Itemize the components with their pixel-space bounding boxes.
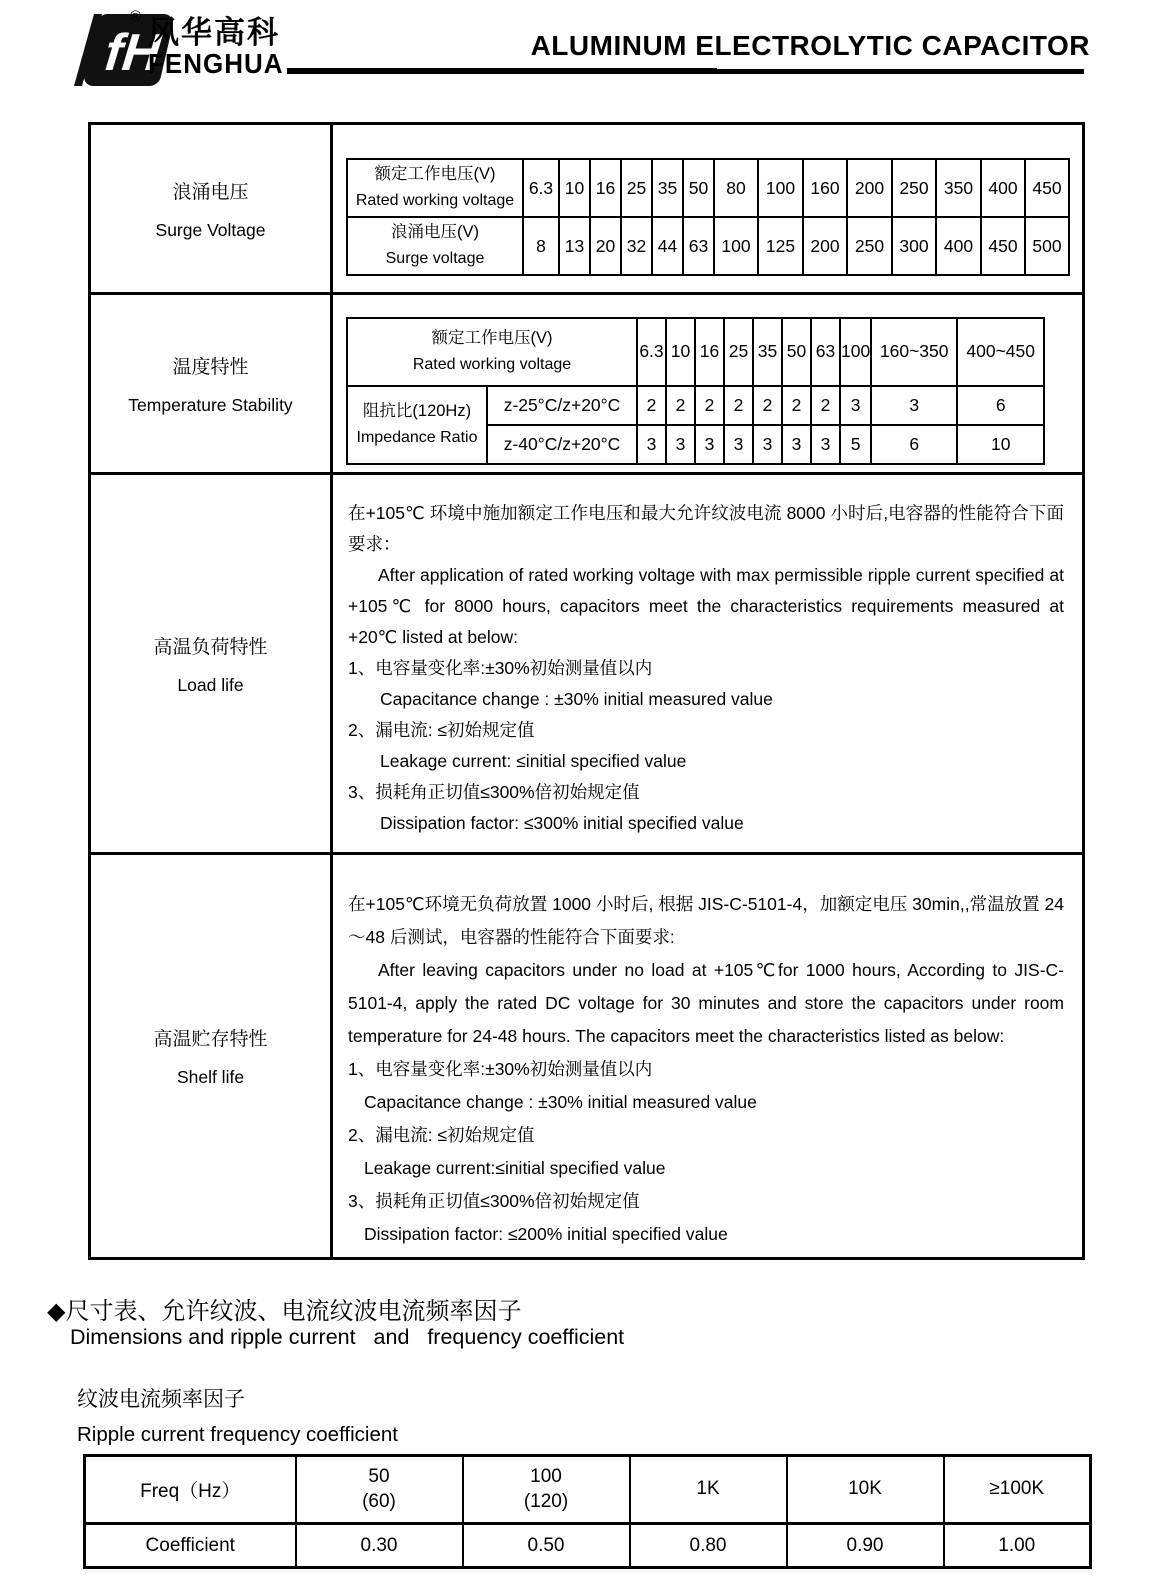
coefficient-label: Coefficient (85, 1524, 296, 1568)
page-title: ALUMINUM ELECTROLYTIC CAPACITOR (530, 30, 1090, 61)
rated-voltage-cell: 160 (803, 159, 847, 217)
impedance-value-cell: 2 (753, 386, 782, 425)
rated-voltage-cell: 250 (892, 159, 936, 217)
spec-item-cn: 1、电容量变化率:±30%初始测量值以内 (348, 1058, 653, 1079)
row-label-en: Load life (177, 674, 244, 695)
impedance-value-cell: 3 (724, 425, 753, 464)
surge-voltage-cell: 32 (621, 217, 652, 275)
rated-voltage-cell: 400 (981, 159, 1025, 217)
temp-voltage-col: 10 (666, 318, 695, 386)
freq-table-wrap (83, 1454, 1092, 1569)
rated-voltage-cell: 25 (621, 159, 652, 217)
surge-voltage-table (346, 158, 1070, 276)
subsection-heading-en: Ripple current frequency coefficient (77, 1423, 398, 1446)
surge-table-header (347, 159, 523, 217)
section-heading-en: Dimensions and ripple current and frequency coefficient (70, 1325, 625, 1349)
coefficient-value-cell: 0.30 (296, 1524, 463, 1568)
impedance-value-cell: 2 (811, 386, 840, 425)
condition-z-minus-40: z-40°C/z+20°C (487, 425, 637, 464)
load-life-text (332, 474, 1084, 854)
header-en: Surge voltage (385, 250, 485, 268)
rated-voltage-cell: 80 (714, 159, 758, 217)
surge-voltage-cell: 44 (652, 217, 683, 275)
spec-item-en: Dissipation factor: ≤300% initial specified value (380, 812, 744, 833)
temp-voltage-col: 100 (840, 318, 871, 386)
coefficient-value-cell: 1.00 (944, 1524, 1091, 1568)
rated-voltage-cell: 100 (758, 159, 803, 217)
impedance-value-cell: 6 (957, 386, 1044, 425)
impedance-value-cell: 2 (666, 386, 695, 425)
impedance-value-cell: 2 (724, 386, 753, 425)
spec-item-en: Capacitance change : ±30% initial measured value (380, 688, 773, 709)
shelf-life-items (348, 1053, 1064, 1251)
temp-voltage-col: 16 (695, 318, 724, 386)
temp-voltage-col: 160~350 (871, 318, 957, 386)
condition-z-minus-25: z-25°C/z+20°C (487, 386, 637, 425)
brand-name-cn: 风华高科 (148, 15, 280, 50)
load-life-intro-en: After application of rated working voltage with max permissible ripple current specified at +105℃ for 8000 hours, capacitors meet the characteristics requirements measured at +20℃ listed at below: (348, 564, 1064, 647)
impedance-value-cell: 2 (637, 386, 666, 425)
temp-voltage-col: 400~450 (957, 318, 1044, 386)
row-label-surge-voltage (90, 124, 332, 294)
impedance-value-cell: 3 (840, 386, 871, 425)
rated-voltage-cell: 6.3 (523, 159, 559, 217)
row-label-load-life (90, 474, 332, 854)
spec-item-en: Dissipation factor: ≤200% initial specified value (364, 1223, 728, 1244)
temperature-content (332, 294, 1084, 474)
header-cn: 额定工作电压(V) (374, 165, 496, 184)
impedance-value-cell: 3 (695, 425, 724, 464)
shelf-life-intro-en: After leaving capacitors under no load at +105℃for 1000 hours, According to JIS-C-5101-4, apply the rated DC voltage for 30 minutes and store the capacitors under room temperature for 24-48 hours. The capacitors meet the characteristics listed as below: (348, 959, 1064, 1046)
impedance-value-cell: 3 (811, 425, 840, 464)
row-label-cn: 高温负荷特性 (153, 636, 268, 658)
spec-item-cn: 2、漏电流: ≤初始规定值 (348, 1124, 535, 1145)
row-label-temperature-stability (90, 294, 332, 474)
impedance-value-cell: 5 (840, 425, 871, 464)
spec-item-en: Leakage current:≤initial specified value (364, 1157, 666, 1178)
section-heading-cn: ◆尺寸表、允许纹波、电流纹波电流频率因子 (47, 1298, 522, 1325)
label-en: Impedance Ratio (356, 428, 478, 446)
surge-table-row2-header (347, 217, 523, 275)
row-label-shelf-life (90, 854, 332, 1259)
coefficient-value-cell: 0.90 (787, 1524, 944, 1568)
surge-voltage-cell: 200 (803, 217, 847, 275)
row-label-cn: 浪涌电压 (172, 181, 249, 203)
freq-column-header: 1K (630, 1456, 787, 1524)
surge-voltage-cell: 300 (892, 217, 936, 275)
surge-voltage-cell: 100 (714, 217, 758, 275)
shelf-life-intro-cn: 在+105℃环境无负荷放置 1000 小时后, 根据 JIS-C-5101-4，加额定电压 30min,,常温放置 24～48 后测试，电容器的性能符合下面要求: (348, 893, 1064, 947)
brand-block (148, 15, 284, 80)
coefficient-value-cell: 0.50 (463, 1524, 630, 1568)
spec-item-cn: 2、漏电流: ≤初始规定值 (348, 719, 535, 740)
shelf-life-text (332, 854, 1084, 1259)
temp-table-header (347, 318, 637, 386)
header-cn: 额定工作电压(V) (431, 328, 553, 347)
freq-column-header: 10K (787, 1456, 944, 1524)
impedance-value-cell: 10 (957, 425, 1044, 464)
label-cn: 阻抗比(120Hz) (362, 401, 472, 420)
temp-voltage-col: 50 (782, 318, 811, 386)
surge-voltage-cell: 63 (683, 217, 714, 275)
row-label-en: Temperature Stability (128, 394, 293, 415)
spec-item-cn: 1、电容量变化率:±30%初始测量值以内 (348, 657, 653, 678)
temp-voltage-col: 25 (724, 318, 753, 386)
impedance-value-cell: 3 (871, 386, 957, 425)
registered-trademark-icon: ® (130, 8, 142, 25)
temp-voltage-col: 35 (753, 318, 782, 386)
impedance-ratio-table (346, 317, 1045, 465)
impedance-value-cell: 3 (782, 425, 811, 464)
rated-voltage-cell: 35 (652, 159, 683, 217)
surge-voltage-cell: 125 (758, 217, 803, 275)
spec-item-cn: 3、损耗角正切值≤300%倍初始规定值 (348, 781, 640, 802)
row-label-cn: 高温贮存特性 (153, 1029, 268, 1050)
impedance-value-cell: 2 (782, 386, 811, 425)
surge-voltage-content (332, 124, 1084, 294)
header-cn: 浪涌电压(V) (391, 223, 479, 242)
rated-voltage-cell: 350 (936, 159, 981, 217)
freq-header-label: Freq（Hz） (85, 1456, 296, 1524)
impedance-value-cell: 3 (753, 425, 782, 464)
coefficient-value-cell: 0.80 (630, 1524, 787, 1568)
frequency-coefficient-table (83, 1454, 1092, 1569)
load-life-intro-cn: 在+105℃ 环境中施加额定工作电压和最大允许纹波电流 8000 小时后,电容器的性能符合下面要求： (348, 502, 1064, 554)
surge-voltage-cell: 20 (590, 217, 621, 275)
rated-voltage-cell: 200 (847, 159, 892, 217)
surge-voltage-cell: 450 (981, 217, 1025, 275)
spec-table-wrap (88, 122, 1085, 1260)
header-en: Rated working voltage (355, 192, 515, 210)
impedance-value-cell: 3 (666, 425, 695, 464)
brand-name-en: FENGHUA (148, 47, 284, 80)
header-en: Rated working voltage (412, 355, 572, 373)
impedance-value-cell: 6 (871, 425, 957, 464)
impedance-value-cell: 2 (695, 386, 724, 425)
impedance-ratio-label (347, 386, 487, 464)
surge-voltage-cell: 400 (936, 217, 981, 275)
freq-column-header: 100 (120) (463, 1456, 630, 1524)
spec-table (88, 122, 1085, 1260)
freq-column-header: ≥100K (944, 1456, 1091, 1524)
title-underline (287, 69, 1084, 74)
temp-voltage-col: 63 (811, 318, 840, 386)
spec-item-en: Leakage current: ≤initial specified value (380, 750, 687, 771)
impedance-value-cell: 3 (637, 425, 666, 464)
row-label-cn: 温度特性 (172, 356, 249, 378)
temp-voltage-col: 6.3 (637, 318, 666, 386)
load-life-items (348, 653, 1064, 839)
svg-text:fH: fH (102, 24, 164, 82)
surge-voltage-cell: 8 (523, 217, 559, 275)
surge-voltage-cell: 13 (559, 217, 590, 275)
freq-column-header: 50 (60) (296, 1456, 463, 1524)
subsection-heading-cn: 纹波电流频率因子 (77, 1388, 245, 1411)
spec-item-cn: 3、损耗角正切值≤300%倍初始规定值 (348, 1190, 640, 1211)
row-label-en: Surge Voltage (155, 219, 266, 240)
rated-voltage-cell: 10 (559, 159, 590, 217)
rated-voltage-cell: 450 (1025, 159, 1069, 217)
surge-voltage-cell: 250 (847, 217, 892, 275)
spec-item-en: Capacitance change : ±30% initial measured value (364, 1091, 757, 1112)
surge-voltage-cell: 500 (1025, 217, 1069, 275)
row-label-en: Shelf life (176, 1067, 245, 1087)
rated-voltage-cell: 16 (590, 159, 621, 217)
rated-voltage-cell: 50 (683, 159, 714, 217)
